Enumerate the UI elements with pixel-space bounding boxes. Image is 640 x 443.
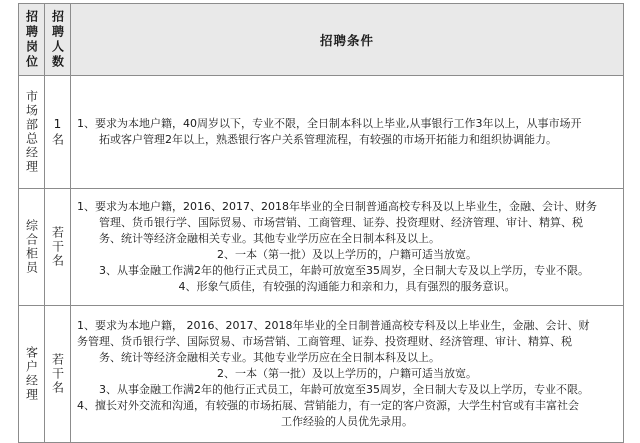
condition-line: 务、统计等经济金融相关专业。其他专业学历应在全日制本科及以上。: [99, 351, 440, 364]
condition-line: 管理、货币银行学、国际贸易、市场营销、工商管理、证券、投资理财、经济管理、审计、精算、税: [99, 216, 583, 229]
header-conditions-label: 招聘条件: [319, 32, 374, 48]
condition-line: 3、从事金融工作满2年的他行正式员工，年龄可放宽至35周岁，全日制大专及以上学历，专业不限。: [99, 264, 589, 277]
condition-line: 2、一本（第一批）及以上学历的，户籍可适当放宽。: [217, 367, 477, 380]
header-position-label: 招聘岗位: [24, 9, 39, 70]
condition-line: 拓或客户管理2年以上，熟悉银行客户关系管理流程，有较强的市场开拓能力和组织协调能力。: [99, 133, 557, 146]
header-count: [45, 4, 71, 76]
position-count: 若干名: [50, 353, 65, 395]
position-count: 1名: [50, 117, 65, 147]
condition-line: 1、要求为本地户籍，2016、2017、2018年毕业的全日制普通高校专科及以上毕业生，金融、会计、财务: [77, 200, 597, 213]
condition-line: 2、一本（第一批）及以上学历的，户籍可适当放宽。: [217, 248, 477, 261]
header-count-label: 招聘人数: [50, 9, 65, 70]
position-count: 若干名: [50, 226, 65, 268]
table-row: [19, 189, 624, 306]
conditions-cell: [71, 306, 624, 443]
position-name: 综合柜员: [24, 219, 39, 275]
condition-line: 务管理、货币银行学、国际贸易、市场营销、工商管理、证券、投资理财、经济管理、审计、精算、税: [77, 335, 572, 348]
condition-line: 1、要求为本地户籍，40周岁以下，专业不限，全日制本科以上毕业,从事银行工作3年以上，从事市场开: [77, 117, 582, 130]
position-name: 市场部总经理: [24, 90, 39, 174]
condition-line: 3、从事金融工作满2年的他行正式员工，年龄可放宽至35周岁，全日制大专及以上学历，专业不限。: [99, 383, 589, 396]
position-cell: [19, 76, 45, 189]
count-cell: [45, 306, 71, 443]
condition-line: 工作经验的人员优先录用。: [281, 415, 413, 428]
conditions-cell: [71, 76, 624, 189]
count-cell: [45, 76, 71, 189]
condition-line: 务、统计等经济金融相关专业。其他专业学历应在全日制本科及以上。: [99, 232, 440, 245]
conditions-cell: [71, 189, 624, 306]
table-header-row: [19, 4, 624, 76]
condition-line: 1、要求为本地户籍， 2016、2017、2018年毕业的全日制普通高校专科及以上毕业生，金融、会计、财: [77, 319, 590, 332]
position-name: 客户经理: [24, 346, 39, 402]
header-conditions: [71, 4, 624, 76]
header-position: [19, 4, 45, 76]
table-row: [19, 76, 624, 189]
count-cell: [45, 189, 71, 306]
table-row: [19, 306, 624, 443]
position-cell: [19, 306, 45, 443]
condition-line: 4、擅长对外交流和沟通，有较强的市场拓展、营销能力，有一定的客户资源，大学生村官或有丰富社会: [77, 399, 579, 412]
condition-line: 4、形象气质佳，有较强的沟通能力和亲和力，具有强烈的服务意识。: [178, 280, 516, 293]
recruitment-table: [18, 3, 624, 443]
position-cell: [19, 189, 45, 306]
